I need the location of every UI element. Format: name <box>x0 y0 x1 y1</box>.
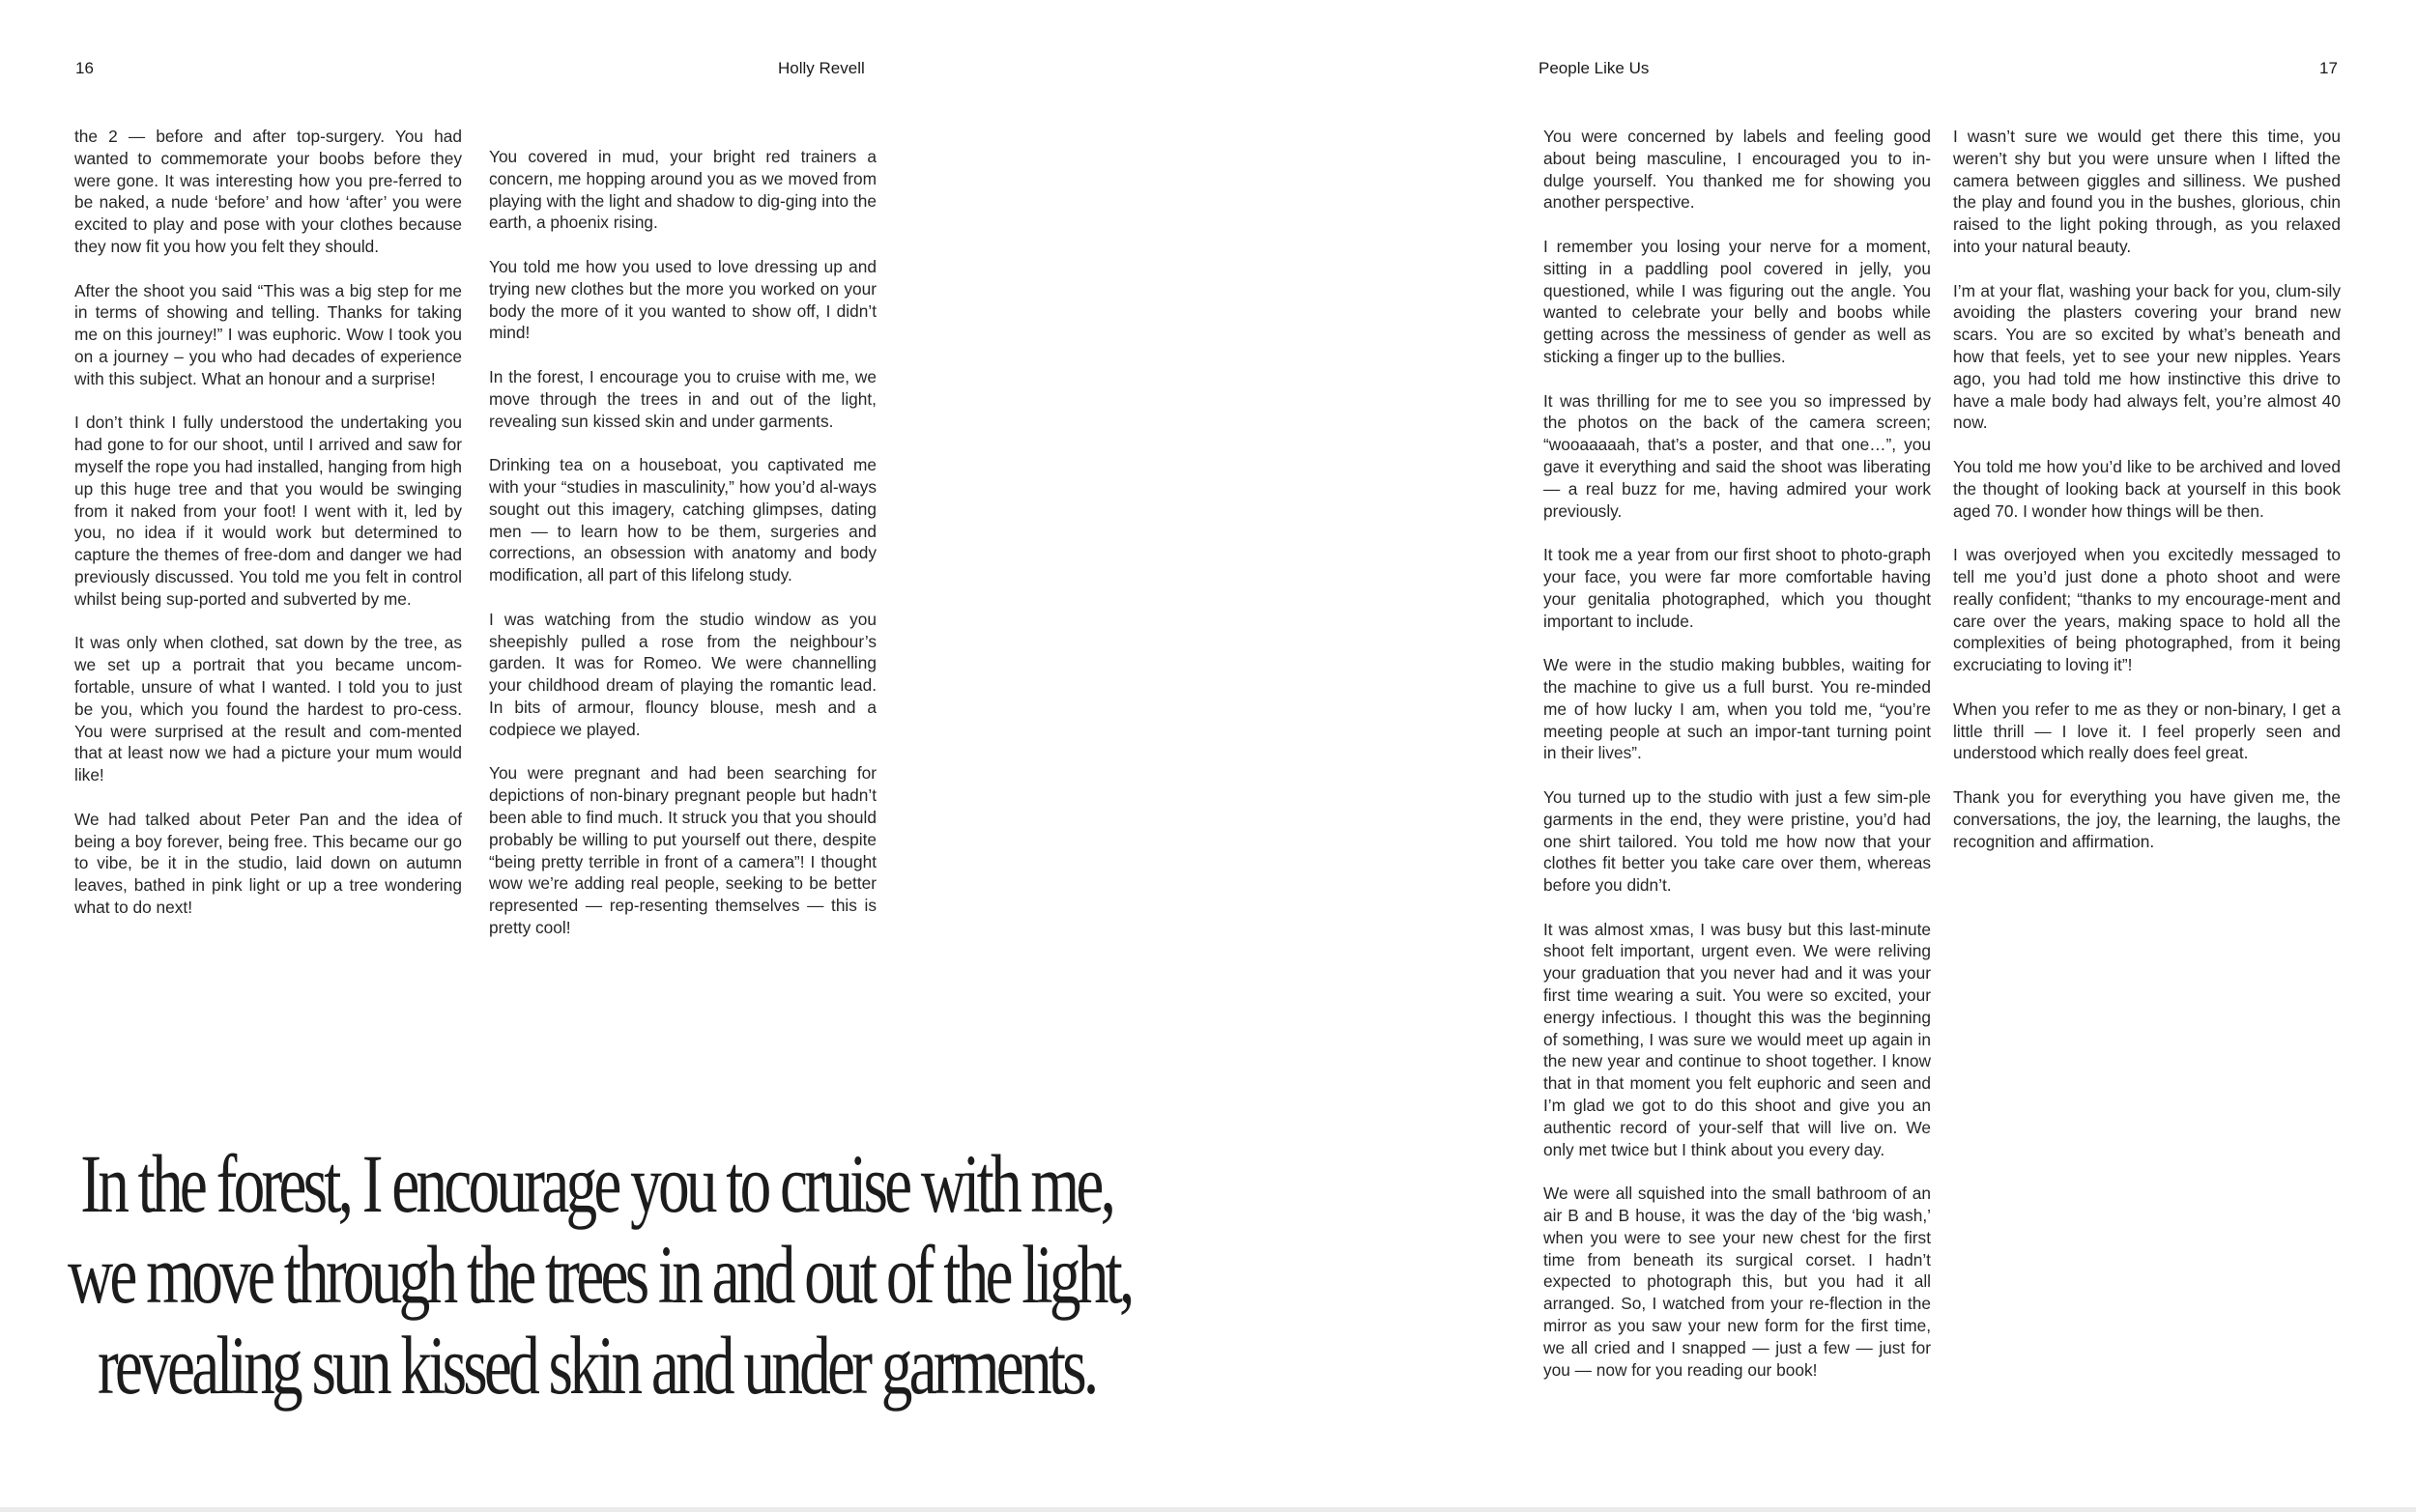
paragraph: It was only when clothed, sat down by the tree, as we set up a portrait that you became uncom-fortable, unsure of what I wanted. I told you to just be you, which you found the hardest to pro-cess. You were surprised at the result and com-mented that at least now we had a picture your mum would like! <box>74 633 462 785</box>
paragraph: It was almost xmas, I was busy but this last-minute shoot felt important, urgent even. We were reliving your graduation that you never had and it was your first time wearing a suit. You were so excited, your energy infectious. I thought this was the beginning of something, I was sure we would meet up again in the new year and continue to shoot together. I know that in that moment you felt euphoric and seen and I’m glad we got to do this shoot and give you an authentic record of your-self that will live on. We only met twice but I think about you every day. <box>1543 919 1931 1159</box>
paragraph: You told me how you’d like to be archived and loved the thought of looking back at yourself in this book aged 70. I wonder how things will be then. <box>1953 456 2341 521</box>
paragraph: We had talked about Peter Pan and the idea of being a boy forever, being free. This became our go to vibe, be it in the studio, laid down on autumn leaves, bathed in pink light or up a tree wondering what to do next! <box>74 809 462 917</box>
pull-quote-line: we move through the trees in and out of the light, <box>68 1228 1132 1321</box>
paragraph: It was thrilling for me to see you so impressed by the photos on the back of the camera screen; “wooaaaaah, that’s a poster, and that one…”, you gave it everything and said the shoot was liberating — a real buzz for me, having admired your work previously. <box>1543 390 1931 521</box>
left-column-1 <box>74 126 462 919</box>
paragraph: You were pregnant and had been searching for depictions of non-binary pregnant people but hadn’t been able to find much. It struck you that you should probably be willing to put yourself out there, despite “being pretty terrible in front of a camera”! I thought wow we’re adding real people, seeking to be better represented — rep-resenting themselves — this is pretty cool! <box>489 763 877 937</box>
page-number-right: 17 <box>2319 59 2338 77</box>
paragraph: In the forest, I encourage you to cruise with me, we move through the trees in and out of the light, revealing sun kissed skin and under garments. <box>489 366 877 431</box>
paragraph: We were in the studio making bubbles, waiting for the machine to give us a full burst. You re-minded me of how lucky I am, when you told me, “you’re meeting people at such an impor-tant turning point in their lives”. <box>1543 655 1931 763</box>
paragraph: You were concerned by labels and feeling good about being masculine, I encouraged you to in-dulge yourself. You thanked me for showing you another perspective. <box>1543 127 1931 213</box>
paragraph: When you refer to me as they or non-binary, I get a little thrill — I love it. I feel properly seen and understood which really does feel great. <box>1953 699 2341 763</box>
paragraph: We were all squished into the small bathroom of an air B and B house, it was the day of the ‘big wash,’ when you were to see your new chest for the first time from beneath its surgical corset. I hadn’t expected to photograph this, but you had it all arranged. So, I watched from your re-flection in the mirror as you saw your new form for the first time, we all cried and I snapped — just a few — just for you — now for you reading our book! <box>1543 1184 1931 1380</box>
pull-quote-line: In the forest, I encourage you to cruise with me, <box>80 1137 1113 1230</box>
paragraph: I was watching from the studio window as you sheepishly pulled a rose from the neighbour’s garden. It was for Romeo. We were channelling your childhood dream of playing the romantic lead. In bits of armour, flouncy blouse, mesh and a codpiece we played. <box>489 609 877 739</box>
page-number-left: 16 <box>75 59 94 77</box>
paragraph: You covered in mud, your bright red trainers a concern, me hopping around you as we moved from playing with the light and shadow to dig-ging into the earth, a phoenix rising. <box>489 147 877 233</box>
paragraph: the 2 — before and after top-surgery. You had wanted to commemorate your boobs before they were gone. It was interesting how you pre-ferred to be naked, a nude ‘before’ and how ‘after’ you were excited to play and pose with your clothes because they now fit you how you felt they should. <box>74 127 462 256</box>
paragraph: Thank you for everything you have given me, the conversations, the joy, the learning, the laughs, the recognition and affirmation. <box>1953 786 2341 851</box>
paragraph: Drinking tea on a houseboat, you captivated me with your “studies in masculinity,” how you’d al-ways sought out this imagery, catching glimpses, dating men — to learn how to be them, surgeries and corrections, an obsession with anatomy and body modification, all part of this lifelong study. <box>489 455 877 585</box>
paragraph: I remember you losing your nerve for a moment, sitting in a paddling pool covered in jelly, you questioned, while I was figuring out the angle. You wanted to celebrate your belly and boobs while getting across the messiness of gender as well as sticking a finger up to the bullies. <box>1543 236 1931 366</box>
paragraph: I don’t think I fully understood the undertaking you had gone to for our shoot, until I arrived and saw for myself the rope you had installed, hanging from high up this huge tree and that you would be swinging from it naked from your foot! I went with it, led by you, no idea if it would work but determined to capture the themes of free-dom and danger we had previously discussed. You told me you felt in control whilst being sup-ported and subverted by me. <box>74 413 462 609</box>
paragraph: It took me a year from our first shoot to photo-graph your face, you were far more comfortable having your genitalia photographed, which you thought important to include. <box>1543 545 1931 631</box>
right-column-1 <box>1543 126 1931 1381</box>
pull-quote <box>68 1137 1132 1412</box>
right-column-2 <box>1953 126 2341 852</box>
paragraph: I wasn’t sure we would get there this time, you weren’t shy but you were unsure when I lifted the camera between giggles and silliness. We pushed the play and found you in the bushes, glorious, chin raised to the light poking through, as you relaxed into your natural beauty. <box>1953 127 2341 256</box>
running-head-right: People Like Us <box>1539 59 1650 77</box>
paragraph: I’m at your flat, washing your back for you, clum-sily avoiding the plasters covering your brand new scars. You are so excited by what’s beneath and how that feels, yet to see your new nipples. Years ago, you had told me how instinctive this drive to have a male body had always felt, you’re almost 40 now. <box>1953 280 2341 433</box>
pull-quote-line: revealing sun kissed skin and under garments. <box>97 1319 1096 1412</box>
paragraph: You told me how you used to love dressing up and trying new clothes but the more you worked on your body the more of it you wanted to show off, I didn’t mind! <box>489 256 877 343</box>
paragraph: I was overjoyed when you excitedly messaged to tell me you’d just done a photo shoot and were really confident; “thanks to my encourage-ment and care over the years, making space to hold all the complexities of being photographed, from it being excruciating to loving it”! <box>1953 545 2341 675</box>
left-column-2 <box>489 146 877 939</box>
running-head-left: Holly Revell <box>778 59 865 77</box>
paragraph: After the shoot you said “This was a big step for me in terms of showing and telling. Thanks for taking me on this journey!” I was euphoric. Wow I took you on a journey – you who had decades of experience with this subject. What an honour and a surprise! <box>74 280 462 388</box>
paragraph: You turned up to the studio with just a few sim-ple garments in the end, they were pristine, you’d had one shirt tailored. You told me how now that your clothes fit better you take care over them, whereas before you didn’t. <box>1543 786 1931 896</box>
